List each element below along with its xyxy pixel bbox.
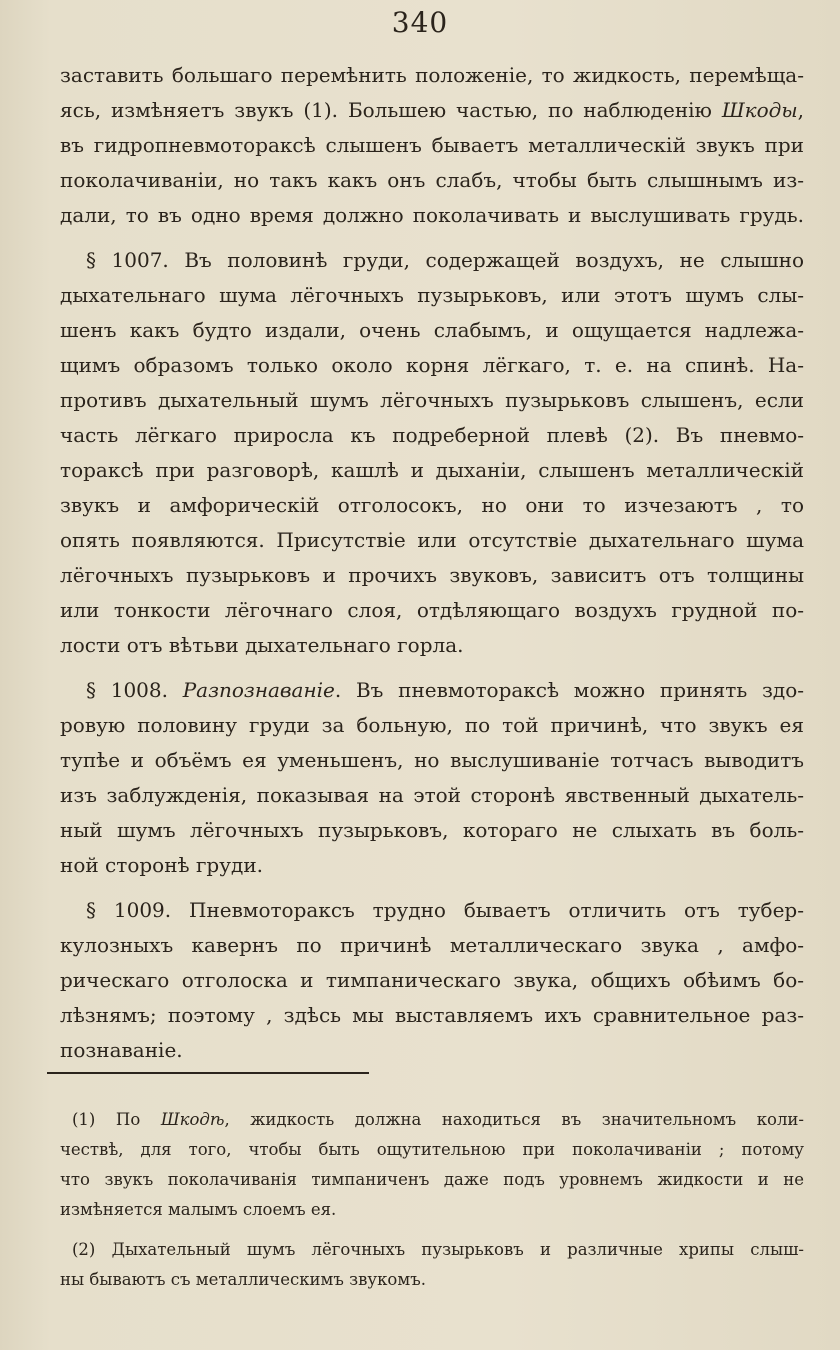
footnote-divider <box>47 1072 369 1074</box>
text-line: ясь, измѣняетъ звукъ (1). Большею частью, по наблюденію Шкоды, <box>60 98 804 122</box>
footnote-line: чествѣ, для того, чтобы быть ощутительною при поколачиваніи ; потому <box>60 1140 804 1159</box>
page-number: 340 <box>391 6 449 39</box>
text-line: лости отъ вѣтьви дыхательнаго горла. <box>60 633 464 657</box>
text-line: ровую половину груди за больную, по той причинѣ, что звукъ ея <box>60 713 804 737</box>
text-line: поколачиваніи, но такъ какъ онъ слабъ, чтобы быть слышнымъ из- <box>60 168 804 192</box>
paragraph-continuation <box>60 58 804 233</box>
footnote-1 <box>60 1105 804 1225</box>
section-1008 <box>60 673 804 883</box>
text-line: лѣзнямъ; поэтому , здѣсь мы выставляемъ ихъ сравнительное раз- <box>60 1003 804 1027</box>
text-line: § 1007. Въ половинѣ груди, содержащей воздухъ, не слышно <box>86 248 804 272</box>
text-line: противъ дыхательный шумъ лёгочныхъ пузырьковъ слышенъ, если <box>60 388 804 412</box>
footnote-line: что звукъ поколачиванія тимпаниченъ даже подъ уровнемъ жидкости и не <box>60 1170 804 1189</box>
text-line: звукъ и амфорическій отголосокъ, но они то изчезаютъ , то <box>60 493 804 517</box>
body-text <box>60 58 804 1078</box>
text-line: опять появляются. Присутствіе или отсутствіе дыхательнаго шума <box>60 528 804 552</box>
text-line: въ гидропневмотораксѣ слышенъ бываетъ металлическій звукъ при <box>60 133 804 157</box>
text-line: или тонкости лёгочнаго слоя, отдѣляющаго воздухъ грудной по- <box>60 598 804 622</box>
text-line: заставить большаго перемѣнить положеніе, то жидкость, перемѣща- <box>60 63 804 87</box>
text-line: часть лёгкаго приросла къ подреберной плевѣ (2). Въ пневмо- <box>60 423 804 447</box>
text-line: кулозныхъ кавернъ по причинѣ металлическаго звука , амфо- <box>60 933 804 957</box>
section-1009 <box>60 893 804 1068</box>
text-line: тораксѣ при разговорѣ, кашлѣ и дыханіи, слышенъ металлическій <box>60 458 804 482</box>
text-line: § 1009. Пневмотораксъ трудно бываетъ отличить отъ тубер- <box>86 898 804 922</box>
text-line: изъ заблужденія, показывая на этой сторонѣ явственный дыхатель- <box>60 783 804 807</box>
footnote-line: измѣняется малымъ слоемъ ея. <box>60 1200 337 1219</box>
text-line: дыхательнаго шума лёгочныхъ пузырьковъ, или этотъ шумъ слы- <box>60 283 804 307</box>
text-line: познаваніе. <box>60 1038 183 1062</box>
footnotes <box>60 1105 804 1305</box>
text-line: щимъ образомъ только около корня лёгкаго, т. е. на спинѣ. На- <box>60 353 804 377</box>
text-line: лёгочныхъ пузырьковъ и прочихъ звуковъ, зависитъ отъ толщины <box>60 563 804 587</box>
footnote-line: ны бываютъ съ металлическимъ звукомъ. <box>60 1270 426 1289</box>
footnote-2 <box>60 1235 804 1295</box>
footnote-line: (2) Дыхательный шумъ лёгочныхъ пузырьковъ и различные хрипы слыш- <box>72 1240 804 1259</box>
text-line: шенъ какъ будто издали, очень слабымъ, и ощущается надлежа- <box>60 318 804 342</box>
text-line: тупѣе и объёмъ ея уменьшенъ, но выслушиваніе тотчасъ выводитъ <box>60 748 804 772</box>
footnote-line: (1) По Шкодѣ, жидкость должна находиться въ значительномъ коли- <box>72 1110 804 1129</box>
section-1007 <box>60 243 804 663</box>
text-line: ный шумъ лёгочныхъ пузырьковъ, котораго не слыхать въ боль- <box>60 818 804 842</box>
text-line: рическаго отголоска и тимпаническаго звука, общихъ обѣимъ бо- <box>60 968 804 992</box>
text-line: § 1008. Разпознаваніе. Въ пневмотораксѣ можно принять здо- <box>86 678 804 702</box>
text-line: дали, то въ одно время должно поколачивать и выслушивать грудь. <box>60 203 804 227</box>
text-line: ной сторонѣ груди. <box>60 853 264 877</box>
